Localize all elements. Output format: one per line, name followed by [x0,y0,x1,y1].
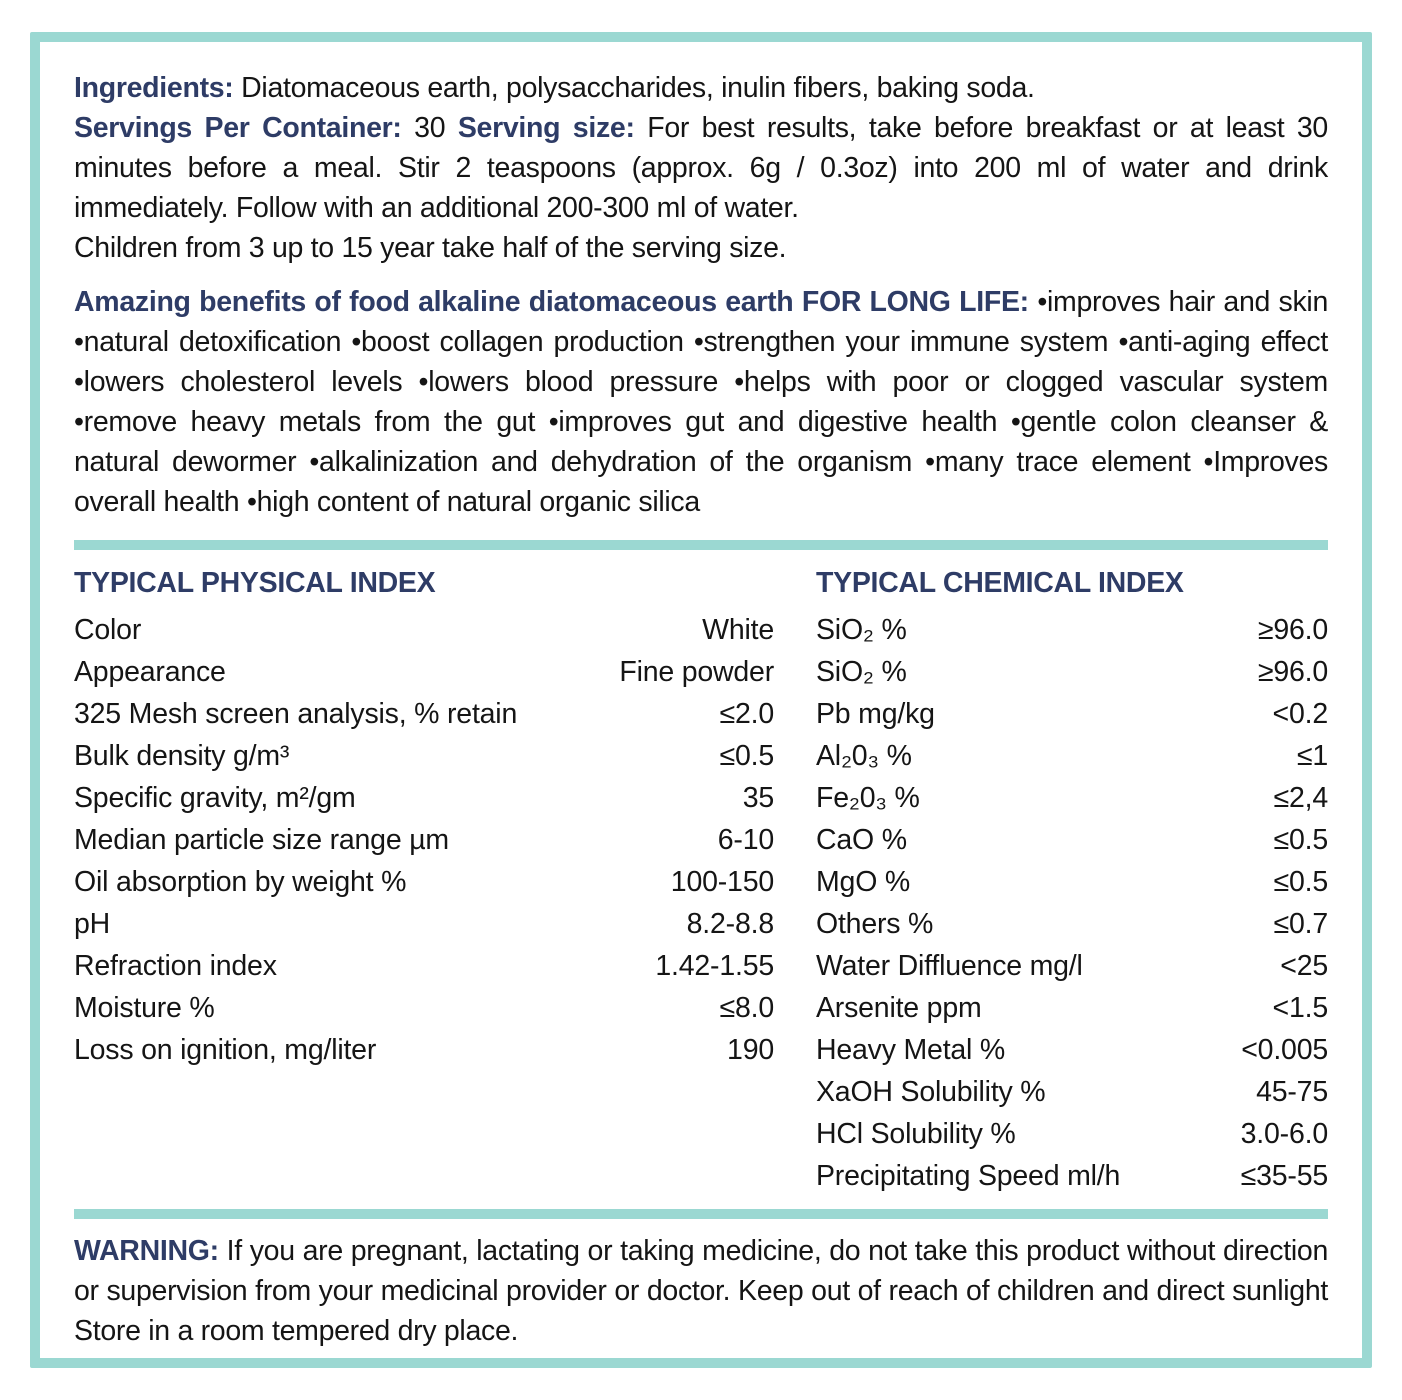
row-label: Fe₂0₃ % [816,782,920,814]
servings-paragraph [74,108,1328,228]
physical-table-row [74,735,774,777]
row-label: Heavy Metal % [816,1034,1006,1066]
chemical-table-row [816,1029,1328,1071]
physical-index-title: TYPICAL PHYSICAL INDEX [74,567,436,599]
chemical-table-row [816,735,1328,777]
row-value: ≤0.7 [1273,908,1328,940]
row-value: ≤0.5 [1273,824,1328,856]
row-value: <1.5 [1272,992,1328,1024]
section-divider-bottom [74,1209,1328,1219]
row-value: ≥96.0 [1257,656,1328,688]
section-divider-top [74,540,1328,550]
chemical-table-row [816,1155,1328,1197]
row-label: Color [74,614,142,646]
row-value: <0.2 [1272,698,1328,730]
row-label: Others % [816,908,934,940]
row-label: Al₂0₃ % [816,740,912,772]
row-label: CaO % [816,824,907,856]
row-label: Precipitating Speed ml/h [816,1160,1121,1192]
chemical-table-row [816,693,1328,735]
row-value: 45-75 [1256,1076,1328,1108]
chemical-table-row [816,651,1328,693]
physical-index-table [74,562,774,1197]
row-value: 6-10 [717,824,774,856]
row-value: 100-150 [670,866,774,898]
row-label: 325 Mesh screen analysis, % retain [74,698,518,730]
row-value: ≤0.5 [719,740,774,772]
ingredients-label: Ingredients: [74,72,234,104]
chemical-table-row [816,777,1328,819]
benefits-heading: Amazing benefits of food alkaline diatomaceous earth FOR LONG LIFE: [74,286,1029,318]
physical-table-row [74,1029,774,1071]
row-value: ≤1 [1296,740,1328,772]
row-value: ≤2,4 [1273,782,1328,814]
servings-per-container-value: 30 [414,112,446,144]
chemical-index-rows [816,609,1328,1197]
children-note: Children from 3 up to 15 year take half of the serving size. [74,232,787,264]
row-value: ≥96.0 [1257,614,1328,646]
index-tables [74,562,1328,1197]
row-value: 3.0-6.0 [1240,1118,1328,1150]
row-label: HCl Solubility % [816,1118,1016,1150]
warning-label: WARNING: [74,1235,219,1267]
chemical-table-row [816,1071,1328,1113]
row-label: SiO₂ % [816,614,907,646]
row-label: SiO₂ % [816,656,907,688]
chemical-index-title: TYPICAL CHEMICAL INDEX [816,567,1184,599]
ingredients-text: Diatomaceous earth, polysaccharides, inulin fibers, baking soda. [241,72,1035,104]
chemical-index-table [816,562,1328,1197]
row-value: 35 [742,782,774,814]
physical-table-row [74,693,774,735]
physical-table-row [74,651,774,693]
chemical-table-row [816,903,1328,945]
benefits-list-text: •improves hair and skin •natural detoxification •boost collagen production •strengthen your immune system •anti-aging effect •lowers cholesterol levels •lowers blood pressure •helps with poor or clogged vascular system •remove heavy metals from the gut •improves gut and digestive health •gentle colon cleanser & natural dewormer •alkalinization and dehydration of the organism •many trace element •Improves overall health •high content of natural organic silica [74,286,1328,518]
row-label: Arsenite ppm [816,992,982,1024]
row-label: MgO % [816,866,911,898]
row-value: ≤0.5 [1273,866,1328,898]
row-label: Pb mg/kg [816,698,935,730]
row-label: pH [74,908,111,940]
row-value: ≤2.0 [719,698,774,730]
row-label: Bulk density g/m³ [74,740,290,772]
row-value: <0.005 [1241,1034,1328,1066]
physical-table-row [74,819,774,861]
row-value: ≤8.0 [719,992,774,1024]
ingredients-paragraph [74,68,1328,108]
row-value: White [702,614,774,646]
warning-text: If you are pregnant, lactating or taking medicine, do not take this product without direction or supervision from your medicinal provider or doctor. Keep out of reach of children and direct sunlight Store in a room tempered dry place. [74,1235,1328,1347]
physical-index-rows [74,609,774,1071]
chemical-table-row [816,1113,1328,1155]
row-label: Loss on ignition, mg/liter [74,1034,377,1066]
physical-table-row [74,945,774,987]
row-label: Specific gravity, m²/gm [74,782,356,814]
row-label: Refraction index [74,950,277,982]
serving-size-label: Serving size: [457,112,635,144]
row-value: <25 [1280,950,1328,982]
row-label: Moisture % [74,992,215,1024]
row-value: 1.42-1.55 [655,950,774,982]
row-value: Fine powder [619,656,774,688]
chemical-table-row [816,987,1328,1029]
row-label: Water Diffluence mg/l [816,950,1083,982]
chemical-table-row [816,819,1328,861]
row-label: Median particle size range µm [74,824,449,856]
row-value: ≤35-55 [1240,1160,1328,1192]
physical-table-row [74,987,774,1029]
chemical-table-row [816,861,1328,903]
physical-table-row [74,777,774,819]
servings-per-container-label: Servings Per Container: [74,112,402,144]
row-value: 8.2-8.8 [686,908,774,940]
row-value: 190 [727,1034,774,1066]
row-label: Appearance [74,656,226,688]
physical-table-row [74,861,774,903]
supplement-label-card [30,32,1372,1368]
chemical-table-row [816,945,1328,987]
chemical-table-row [816,609,1328,651]
physical-table-row [74,609,774,651]
physical-table-row [74,903,774,945]
row-label: Oil absorption by weight % [74,866,407,898]
warning-paragraph [74,1231,1328,1351]
benefits-paragraph [74,282,1328,522]
row-label: XaOH Solubility % [816,1076,1046,1108]
serving-size-text: For best results, take before breakfast or at least 30 minutes before a meal. Stir 2 teaspoons (approx. 6g / 0.3oz) into 200 ml of water and drink immediately. Follow with an additional 200-300 ml of water. [74,112,1328,224]
